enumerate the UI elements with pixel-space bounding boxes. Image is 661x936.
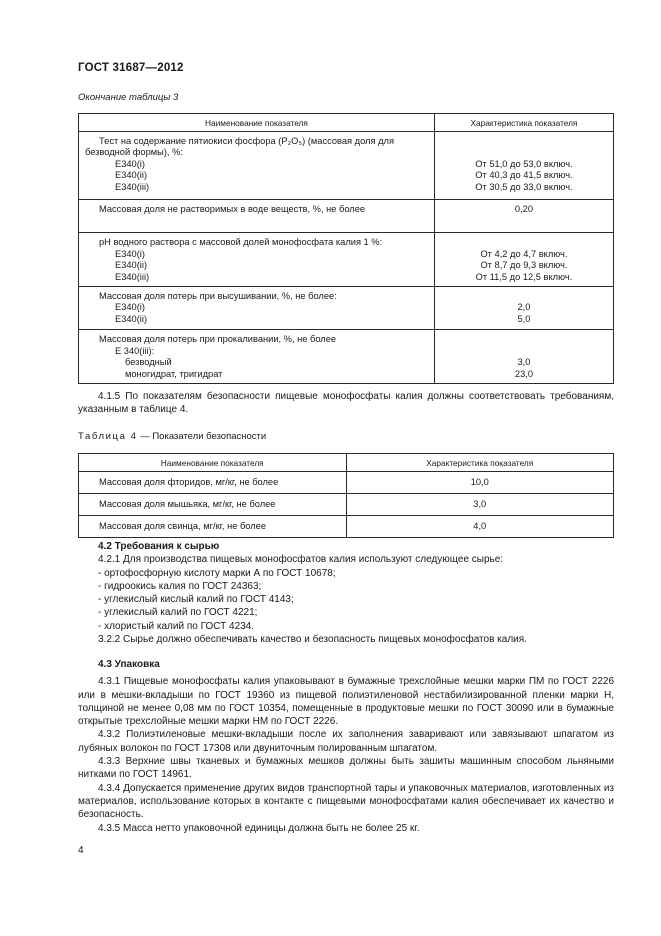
row-text: pH водного раствора с массовой долей монофосфата калия 1 %: <box>99 237 383 248</box>
table4-cell-value <box>346 516 614 538</box>
table4-cell-name <box>79 516 347 538</box>
paragraph: 4.3.2 Полиэтиленовые мешки-вкладыши после их заполнения заваривают или завязывают шпагатом из лубяных волокон по ГОСТ 17308 или двуниточным полированным шпагатом. <box>78 729 614 754</box>
row-text: безводной формы), %: <box>85 147 183 158</box>
row-value: От 4,2 до 4,7 включ. <box>480 248 568 259</box>
row-text: E340(i) <box>115 158 145 169</box>
table-row <box>79 132 614 200</box>
table4-cell-name <box>79 472 347 494</box>
row-value: 5,0 <box>517 313 531 324</box>
row-text: Тест на содержание пятиокиси фосфора (P₂O₅) (массовая доля для <box>99 136 394 146</box>
row-value: От 11,5 до 12,5 включ. <box>475 271 573 282</box>
table4-cell-name <box>79 494 347 516</box>
row-text: E340(iii) <box>115 271 150 282</box>
table4-cell-value <box>346 472 614 494</box>
table3-cell-name <box>79 200 435 233</box>
list-item: - ортофосфорную кислоту марки А по ГОСТ 10678; <box>98 567 336 579</box>
row-value: 23,0 <box>514 368 534 379</box>
row-text: безводный <box>125 357 172 368</box>
row-text: моногидрат, тригидрат <box>125 368 223 379</box>
table4-caption <box>78 430 614 443</box>
table3-cell-value <box>434 233 613 287</box>
page-number: 4 <box>78 845 84 856</box>
table4-cell-value <box>346 494 614 516</box>
section-4-3 <box>78 658 614 835</box>
row-text: Массовая доля потерь при прокаливании, %, не более <box>99 334 337 345</box>
row-value <box>435 147 613 158</box>
row-value: 3,0 <box>517 357 531 368</box>
table3-cell-value <box>434 287 613 330</box>
paragraph: 4.3.3 Верхние швы тканевых и бумажных мешков должны быть зашиты машинным способом льняными нитками по ГОСТ 14961. <box>78 756 614 781</box>
table-row <box>79 233 614 287</box>
paragraph: 3.2.2 Сырье должно обеспечивать качество и безопасность пищевых монофосфатов калия. <box>98 634 527 646</box>
paragraph: 4.2.1 Для производства пищевых монофосфатов калия используют следующее сырье: <box>98 554 504 566</box>
row-value: От 40,3 до 41,5 включ. <box>475 170 573 181</box>
section-heading: 4.2 Требования к сырью <box>98 541 220 552</box>
table3-cell-name <box>79 132 435 200</box>
table4-col1-header: Наименование показателя <box>79 454 347 472</box>
table3-col1-header: Наименование показателя <box>79 114 435 132</box>
row-value <box>435 291 613 302</box>
row-value: От 30,5 до 33,0 включ. <box>475 181 573 192</box>
row-text: Массовая доля потерь при высушивании, %, не более: <box>99 291 337 302</box>
row-value: 3,0 <box>473 498 487 509</box>
paragraph: 4.3.4 Допускается применение других видов транспортной тары и упаковочных материалов, изготовленных из материалов, использование которых в контакте с пищевыми монофосфатами калия обеспечивает их качество и безопасность. <box>78 782 614 821</box>
row-text: Массовая доля свинца, мг/кг, не более <box>99 520 267 531</box>
row-text: Массовая доля мышьяка, мг/кг, не более <box>99 498 276 509</box>
paragraph: 4.3.1 Пищевые монофосфаты калия упаковывают в бумажные трехслойные мешки марки ПМ по ГОСТ 2226 или в мешки-вкладыши по ГОСТ 19360 из пищевой полиэтиленовой нестабилизированной пленки марки Н, толщиной не менее 0,08 мм по ГОСТ 10354, помещенные в продуктовые мешки по ГОСТ 30090 или в бумажные открытые трехслойные мешки марки НМ по ГОСТ 2226. <box>78 676 614 728</box>
table-row <box>79 330 614 384</box>
row-text: E340(ii) <box>115 170 148 181</box>
table3-col2-header: Характеристика показателя <box>434 114 613 132</box>
row-value: От 8,7 до 9,3 включ. <box>480 260 568 271</box>
row-text: E340(iii) <box>115 181 150 192</box>
table-row <box>79 494 614 516</box>
row-value: 10,0 <box>470 476 489 487</box>
row-text: E340(ii) <box>115 313 148 324</box>
table4-col2-header: Характеристика показателя <box>346 454 614 472</box>
row-value: 0,20 <box>514 204 534 215</box>
table4-caption-label: Таблица 4 <box>78 431 138 442</box>
list-item: - гидроокись калия по ГОСТ 24363; <box>98 580 262 592</box>
row-value: От 51,0 до 53,0 включ. <box>475 158 573 169</box>
table3-cell-name <box>79 287 435 330</box>
table3-cell-value <box>434 200 613 233</box>
table-row <box>79 200 614 233</box>
row-text: E340(i) <box>115 248 145 259</box>
row-text: Массовая доля фторидов, мг/кг, не более <box>99 476 279 487</box>
paragraph-4-1-5: 4.1.5 По показателям безопасности пищевые монофосфаты калия должны соответствовать требованиям, указанным в таблице 4. <box>78 391 614 416</box>
table3 <box>78 113 614 384</box>
document-header: ГОСТ 31687—2012 <box>78 62 184 74</box>
row-text: Массовая доля не растворимых в воде веществ, %, не более <box>99 204 366 215</box>
list-item: - хлористый калий по ГОСТ 4234. <box>98 620 255 632</box>
row-value: 4,0 <box>473 520 487 531</box>
section-4-2 <box>78 540 614 646</box>
table3-cell-value <box>434 132 613 200</box>
table3-cell-value <box>434 330 613 384</box>
list-item: - углекислый кислый калий по ГОСТ 4143; <box>98 594 294 606</box>
list-item: - углекислый калий по ГОСТ 4221; <box>98 607 258 619</box>
table3-header-row <box>79 114 614 132</box>
row-text: E340(i) <box>115 302 145 313</box>
row-text: E 340(iii): <box>115 345 155 356</box>
row-value <box>435 346 613 357</box>
row-value <box>435 334 613 345</box>
row-value: 2,0 <box>517 302 531 313</box>
table-row <box>79 472 614 494</box>
section-heading: 4.3 Упаковка <box>98 659 160 670</box>
row-value <box>435 136 613 147</box>
table-row <box>79 516 614 538</box>
row-value <box>435 237 613 248</box>
table-row <box>79 287 614 330</box>
table3-cell-name <box>79 233 435 287</box>
table4 <box>78 453 614 538</box>
table3-caption: Окончание таблицы 3 <box>78 92 179 103</box>
table4-header-row <box>79 454 614 472</box>
table3-cell-name <box>79 330 435 384</box>
row-text: E340(ii) <box>115 260 148 271</box>
table4-caption-title: — Показатели безопасности <box>137 431 267 442</box>
paragraph: 4.3.5 Масса нетто упаковочной единицы должна быть не более 25 кг. <box>98 822 420 834</box>
